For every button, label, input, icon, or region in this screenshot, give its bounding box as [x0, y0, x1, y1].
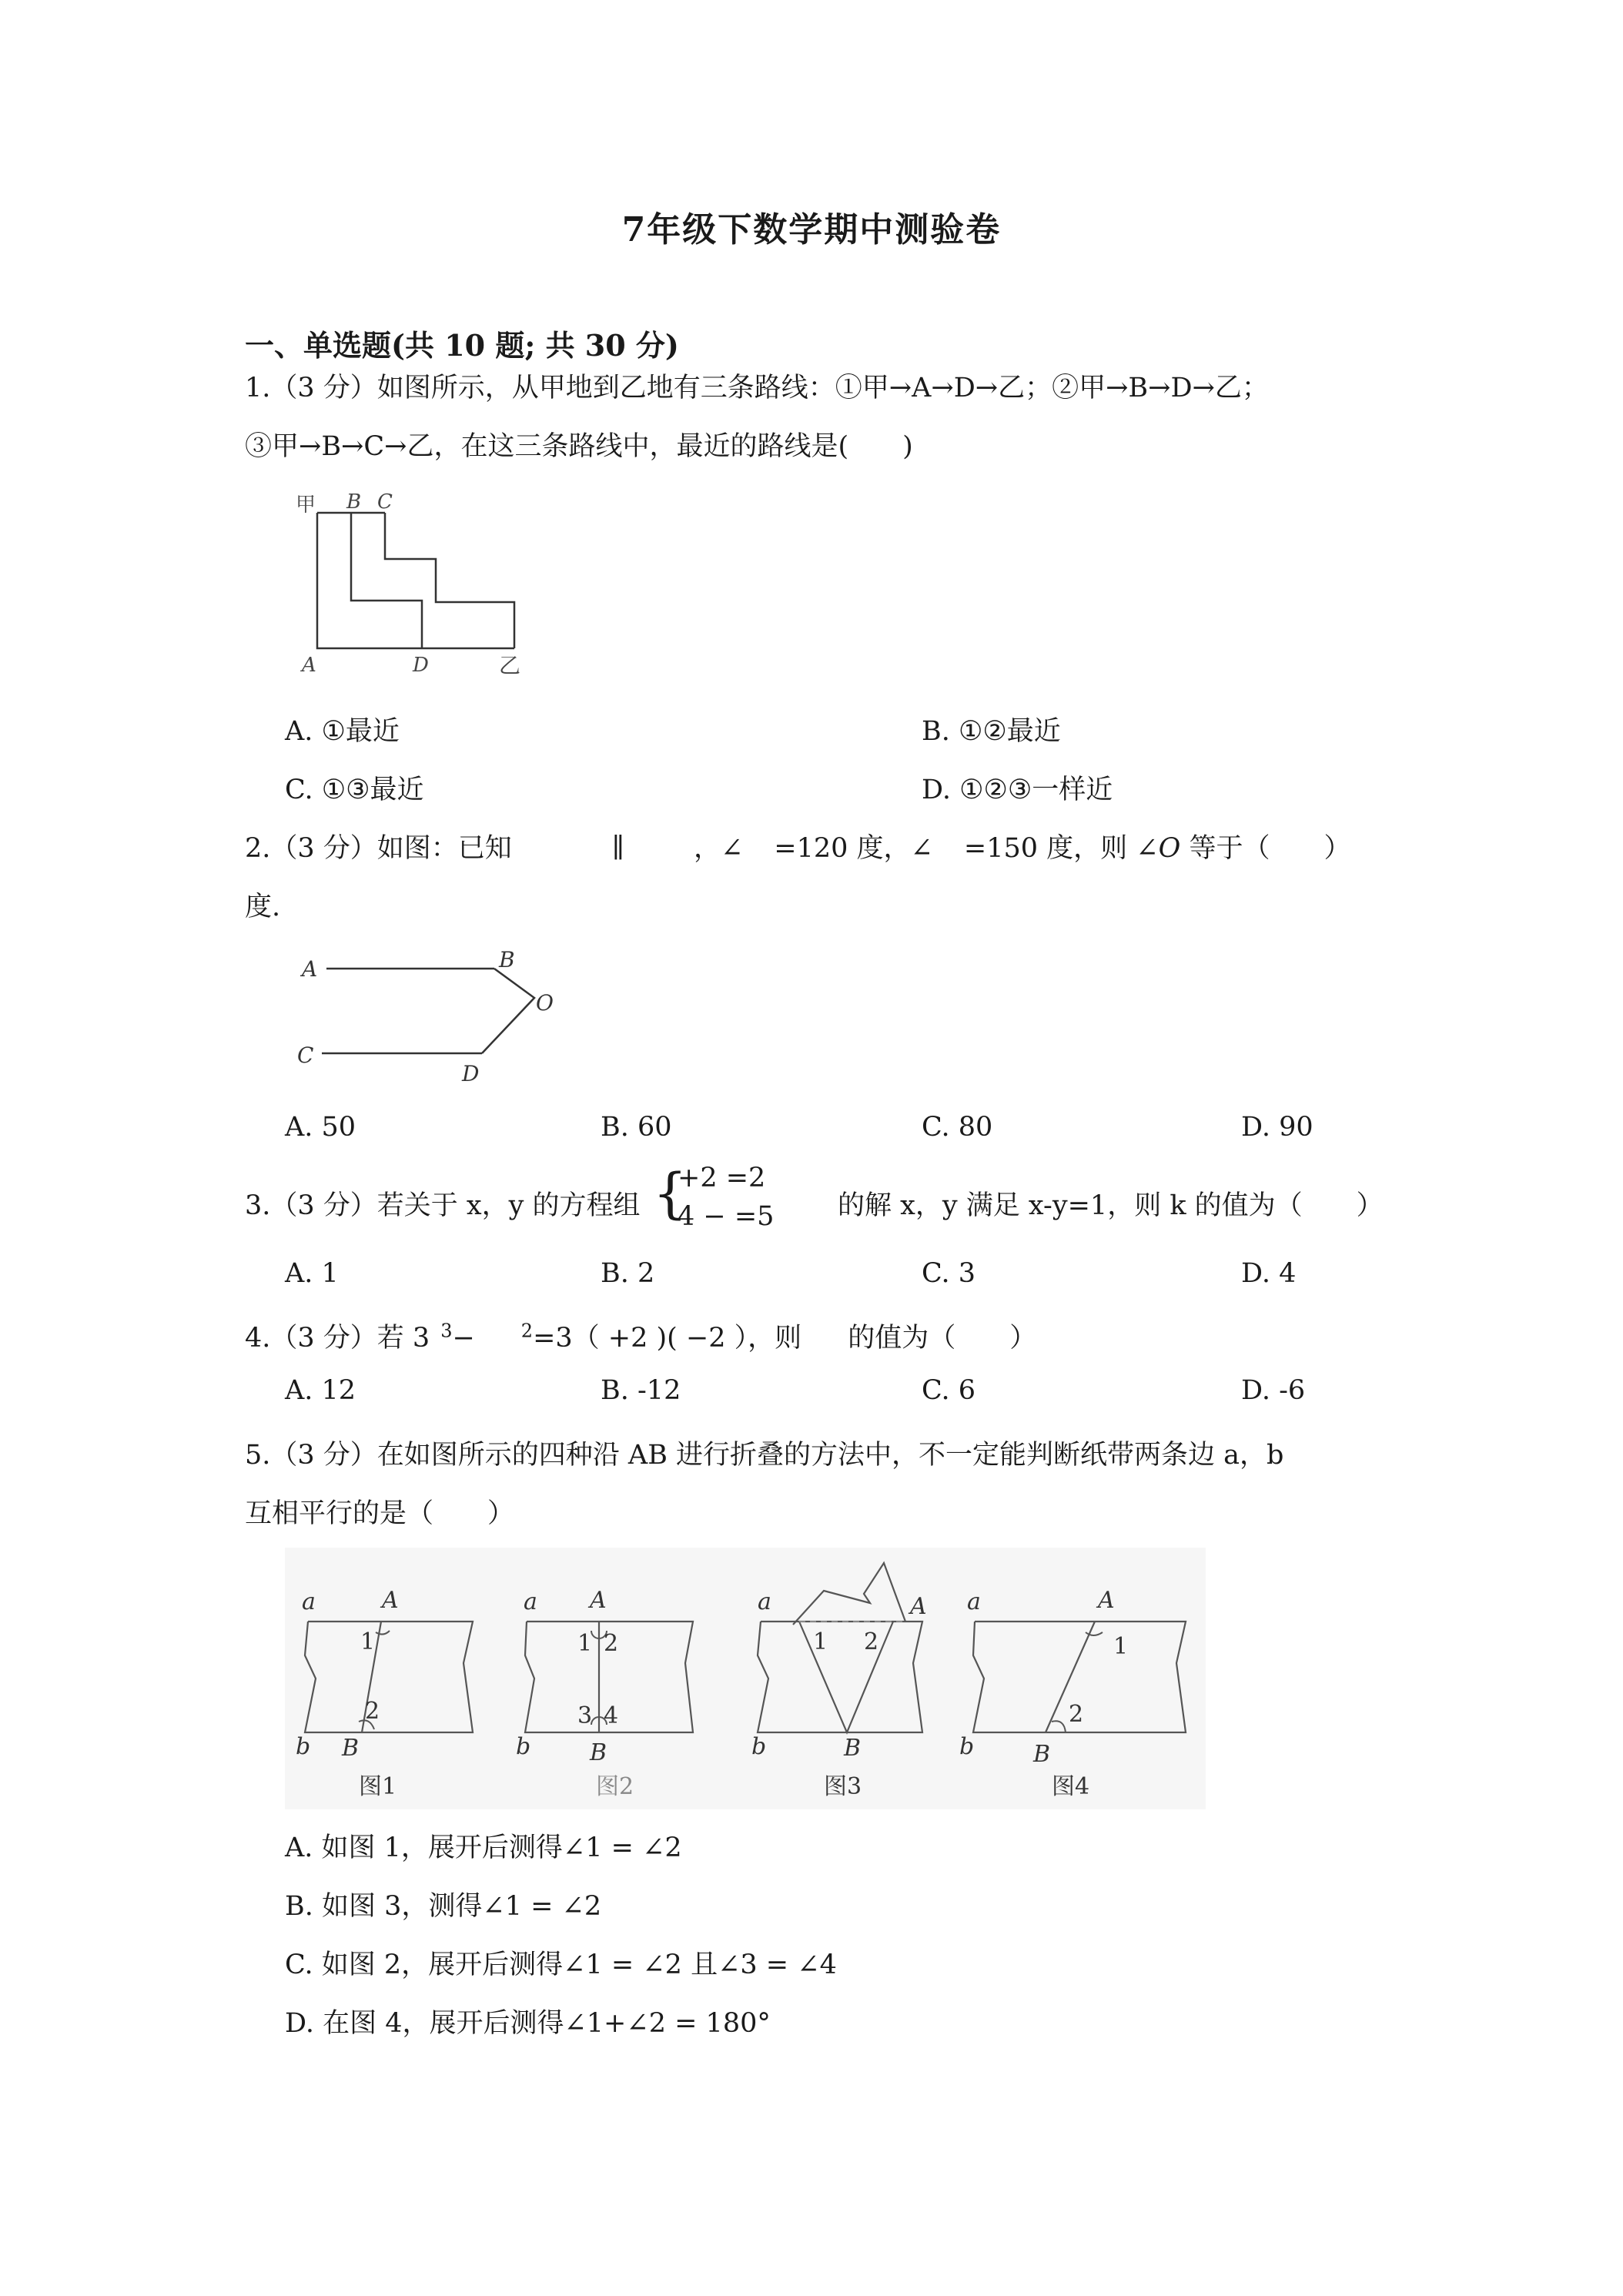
section-heading: 一、单选题(共 10 题; 共 30 分) — [245, 328, 679, 363]
q5-fig3-n1: 1 — [813, 1628, 828, 1655]
q5-fig4-b: b — [959, 1733, 975, 1760]
q2-option-a[interactable]: A. 50 — [285, 1112, 356, 1143]
q5-fig1-a: a — [302, 1588, 316, 1615]
q1-fig-B: B — [346, 490, 362, 514]
q5-option-b[interactable]: B. 如图 3，测得∠1 = ∠2 — [285, 1891, 602, 1922]
q5-fig2-b: b — [516, 1733, 531, 1760]
q4-sup-1: 3 — [440, 1320, 453, 1342]
q5-fig4-caption: 图4 — [1052, 1773, 1090, 1800]
q5-figure — [285, 1548, 1206, 1809]
q5-fig2-n2: 2 — [604, 1630, 619, 1657]
q2-line1 — [245, 827, 1350, 865]
q5-fig3-b: b — [751, 1733, 767, 1760]
q2-option-b[interactable]: B. 60 — [601, 1112, 672, 1143]
q1-option-b[interactable]: B. ①②最近 — [922, 716, 1061, 747]
q5-fig1-n2: 2 — [365, 1698, 380, 1725]
q5-fig1-b: b — [296, 1733, 311, 1760]
q1-option-c[interactable]: C. ①③最近 — [285, 775, 424, 805]
q5-fig3-n2: 2 — [864, 1628, 879, 1655]
q5-fig1-caption: 图1 — [359, 1773, 397, 1800]
q1-fig-D: D — [413, 654, 429, 677]
q5-fig2-n4: 4 — [604, 1702, 619, 1729]
q4-option-a[interactable]: A. 12 — [285, 1375, 356, 1406]
q1-fig-C: C — [377, 490, 393, 514]
q4-option-b[interactable]: B. -12 — [601, 1375, 681, 1406]
q3-brace: { — [653, 1162, 688, 1225]
q1-fig-jia: 甲 — [296, 494, 316, 517]
q5-option-d[interactable]: D. 在图 4，展开后测得∠1+∠2 = 180° — [285, 2008, 771, 2039]
q3-eq1: +2 =2 — [678, 1163, 766, 1193]
q5-fig3-caption: 图3 — [824, 1773, 862, 1800]
q5-line2: 互相平行的是（ ） — [245, 1498, 515, 1529]
q5-option-a[interactable]: A. 如图 1，展开后测得∠1 = ∠2 — [285, 1832, 682, 1863]
q3-option-b[interactable]: B. 2 — [601, 1258, 655, 1289]
q2-option-d[interactable]: D. 90 — [1241, 1112, 1313, 1143]
q4-option-d[interactable]: D. -6 — [1241, 1375, 1306, 1406]
q2-option-c[interactable]: C. 80 — [922, 1112, 993, 1143]
q4-sup-2: 2 — [520, 1320, 534, 1342]
q3-option-c[interactable]: C. 3 — [922, 1258, 976, 1289]
q2-fig-B: B — [499, 947, 515, 972]
q1-line2: ③甲→B→C→乙，在这三条路线中，最近的路线是( ) — [245, 431, 913, 462]
q1-fig-yi: 乙 — [499, 653, 521, 678]
q2-text-1: 2.（3 分）如图：已知 — [245, 833, 512, 864]
q5-fig3-a: a — [758, 1588, 771, 1615]
q4-text-2: − — [452, 1323, 475, 1354]
q2-fig-O: O — [536, 990, 554, 1016]
q3-eq2: 4 − =5 — [678, 1201, 775, 1232]
q5-fig3-A: A — [910, 1593, 927, 1620]
q5-fig2-B: B — [590, 1739, 607, 1766]
q2-text-5: =150 度，则 ∠ — [963, 833, 1159, 864]
q4-text-4: 的值为（ ） — [848, 1323, 1037, 1354]
q4-text-3: =3（ +2 )( −2 ），则 — [533, 1323, 802, 1354]
q5-fig2-A: A — [590, 1587, 607, 1614]
q2-text-7: 等于（ ） — [1180, 833, 1351, 864]
q5-fig4-B: B — [1033, 1741, 1051, 1768]
q5-fig4-n2: 2 — [1069, 1701, 1084, 1728]
q4-text-1: 4.（3 分）若 3 — [245, 1323, 430, 1354]
q2-fig-D: D — [462, 1061, 480, 1086]
q3-option-d[interactable]: D. 4 — [1241, 1258, 1297, 1289]
q4-option-c[interactable]: C. 6 — [922, 1375, 976, 1406]
q1-option-a[interactable]: A. ①最近 — [285, 716, 400, 747]
q1-fig-A: A — [302, 654, 316, 677]
q5-fig1-A: A — [382, 1587, 399, 1614]
q5-fig3-B: B — [844, 1735, 862, 1762]
q3-option-a[interactable]: A. 1 — [285, 1258, 339, 1289]
q2-text-4: =120 度，∠ — [774, 833, 933, 864]
q5-line1: 5.（3 分）在如图所示的四种沿 AB 进行折叠的方法中，不一定能判断纸带两条边 a，b — [245, 1440, 1284, 1471]
q2-fig-A: A — [302, 956, 318, 982]
q3-suffix: 的解 x，y 满足 x-y=1，则 k 的值为（ ） — [838, 1190, 1384, 1221]
q5-fig2-caption: 图2 — [596, 1773, 634, 1800]
q5-fig4-a: a — [967, 1588, 981, 1615]
q5-fig1-B: B — [342, 1735, 360, 1762]
q5-fig4-A: A — [1098, 1587, 1115, 1614]
q4-line — [245, 1317, 1036, 1355]
q5-fig4-n1: 1 — [1113, 1633, 1129, 1660]
q2-line2: 度. — [245, 892, 281, 922]
q1-line1: 1.（3 分）如图所示，从甲地到乙地有三条路线：①甲→A→D→乙；②甲→B→D→乙； — [245, 373, 1269, 403]
q2-text-6: O — [1158, 833, 1181, 864]
q1-option-d[interactable]: D. ①②③一样近 — [922, 775, 1113, 805]
q5-option-c[interactable]: C. 如图 2，展开后测得∠1 = ∠2 且∠3 = ∠4 — [285, 1950, 837, 1980]
q5-fig1-n1: 1 — [360, 1628, 376, 1655]
q2-text-3: ，∠ — [693, 833, 744, 864]
q2-figure — [291, 946, 568, 1092]
q2-text-2: ∥ — [611, 833, 624, 864]
q5-fig2-a: a — [524, 1588, 537, 1615]
q5-fig2-n3: 3 — [577, 1702, 593, 1729]
q3-prefix: 3.（3 分）若关于 x，y 的方程组 — [245, 1190, 641, 1221]
page-title: 7年级下数学期中测验卷 — [621, 210, 1002, 249]
q5-fig2-n1: 1 — [577, 1630, 593, 1657]
q1-figure — [291, 485, 537, 678]
q2-fig-C: C — [297, 1043, 314, 1068]
